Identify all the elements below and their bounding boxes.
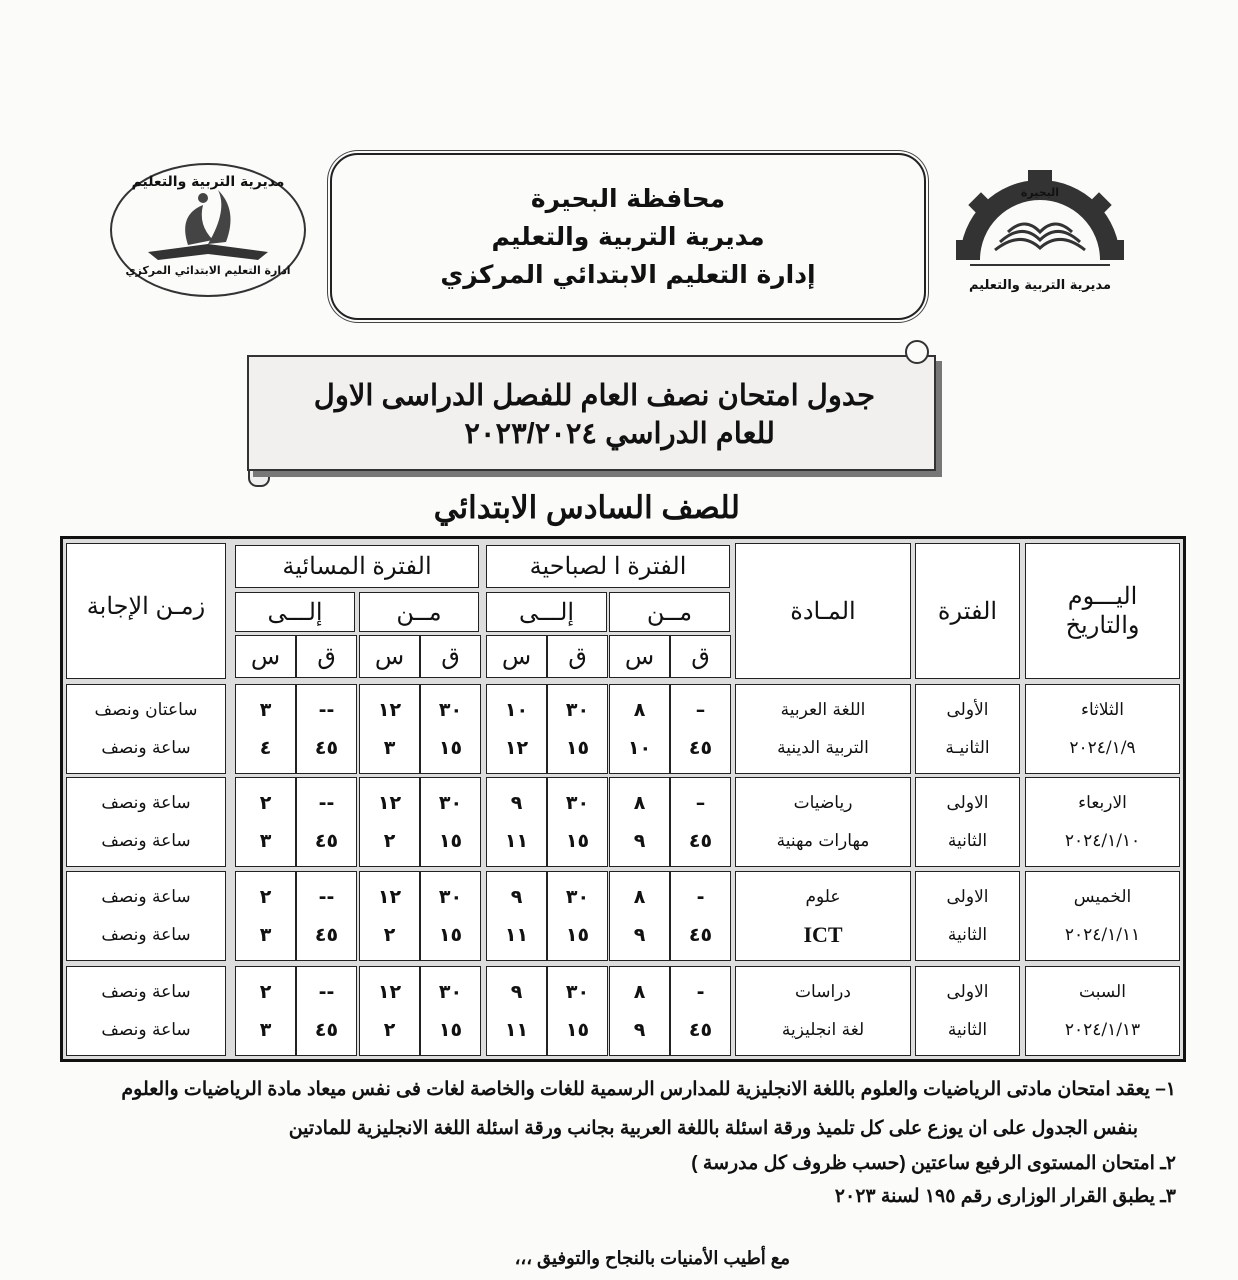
note-3: ٣ـ يطبق القرار الوزارى رقم ١٩٥ لسنة ٢٠٢٣ xyxy=(834,1186,1176,1207)
row-3-e-to-min-line-2: ٤٥ xyxy=(314,924,339,946)
row-4-m-from-hr xyxy=(609,966,670,1056)
row-3-duration-line-1: ساعة ونصف xyxy=(101,887,191,907)
row-4-period-line-1: الاولى xyxy=(946,982,989,1002)
row-2-m-to-min-line-2: ١٥ xyxy=(565,830,590,852)
header-evening: الفترة المسائية xyxy=(235,545,479,588)
row-2-subject-line-2: مهارات مهنية xyxy=(776,831,870,851)
header-day-date-line-2: والتاريخ xyxy=(1065,612,1140,639)
administration-name: إدارة التعليم الابتدائي المركزي xyxy=(440,259,816,289)
row-2-period-line-1: الاولى xyxy=(946,793,989,813)
row-4-m-to-hr xyxy=(486,966,547,1056)
row-2-subject-line-1: رياضيات xyxy=(793,793,853,813)
row-2-m-from-min-line-2: ٤٥ xyxy=(688,830,713,852)
row-4-day-date-line-2: ٢٠٢٤/١/١٣ xyxy=(1064,1020,1141,1040)
header-evening-minute: ق xyxy=(296,635,357,678)
row-4-e-to-min xyxy=(296,966,357,1056)
logo-left-bottom-text: ادارة التعليم الابتدائي المركزي xyxy=(125,264,291,277)
header-period: الفترة xyxy=(915,543,1020,679)
row-2-e-from-hr xyxy=(359,777,420,867)
row-3-e-from-hr-line-2: ٢ xyxy=(383,924,396,946)
row-1-subject-line-1: اللغة العربية xyxy=(780,700,866,720)
row-3-m-to-hr-line-2: ١١ xyxy=(504,924,529,946)
row-2-e-from-hr-line-2: ٢ xyxy=(383,830,396,852)
row-4-m-from-min-line-1: - xyxy=(696,981,705,1003)
row-4-period-line-2: الثانية xyxy=(947,1020,988,1040)
row-1-m-from-min xyxy=(670,684,731,774)
row-4-day-date-line-1: السبت xyxy=(1079,982,1126,1002)
row-1-duration-line-2: ساعة ونصف xyxy=(101,738,191,758)
row-3-m-from-hr xyxy=(609,871,670,961)
row-4-m-to-hr-line-2: ١١ xyxy=(504,1019,529,1041)
row-2-subject xyxy=(735,777,911,867)
row-4-m-from-min-line-2: ٤٥ xyxy=(688,1019,713,1041)
row-2-m-to-hr-line-2: ١١ xyxy=(504,830,529,852)
row-2-duration-line-1: ساعة ونصف xyxy=(101,793,191,813)
header-morning-minute: ق xyxy=(547,635,608,678)
row-1-m-from-hr xyxy=(609,684,670,774)
row-2-m-from-min-line-1: – xyxy=(695,792,706,814)
row-2-day-date-line-1: الاربعاء xyxy=(1078,793,1127,813)
row-1-m-to-min-line-1: ٣٠ xyxy=(565,699,590,721)
header-morning-minute: ق xyxy=(670,635,731,678)
row-4-m-from-hr-line-1: ٨ xyxy=(633,981,646,1003)
directorate-name: مديرية التربية والتعليم xyxy=(491,221,765,251)
row-3-period-line-2: الثانية xyxy=(947,925,988,945)
row-2-e-from-min-line-2: ١٥ xyxy=(438,830,463,852)
row-1-period-line-2: الثانيـة xyxy=(945,738,990,758)
row-2-period-line-2: الثانية xyxy=(947,831,988,851)
header-duration: زمـن الإجابة xyxy=(66,543,226,679)
row-4-e-from-hr-line-1: ١٢ xyxy=(377,981,402,1003)
row-2-m-from-hr xyxy=(609,777,670,867)
header-day-date-line-1: اليـــوم xyxy=(1067,583,1138,610)
note-2: ٢ـ امتحان المستوى الرفيع ساعتين (حسب ظروف كل مدرسة ) xyxy=(691,1153,1176,1174)
row-3-e-to-hr-line-2: ٣ xyxy=(259,924,272,946)
row-1-m-to-min xyxy=(547,684,608,774)
header-morning-hour: س xyxy=(486,635,547,678)
row-3-e-to-hr-line-1: ٢ xyxy=(259,886,272,908)
row-1-e-to-min xyxy=(296,684,357,774)
header-morning-to: إلـــى xyxy=(486,592,607,632)
header-morning-from: مــن xyxy=(609,592,730,632)
row-3-m-to-min xyxy=(547,871,608,961)
row-1-duration xyxy=(66,684,226,774)
row-1-e-from-hr-line-2: ٣ xyxy=(383,737,396,759)
governorate-name: محافظة البحيرة xyxy=(530,183,726,213)
row-3-subject-line-2: ICT xyxy=(803,922,843,947)
row-3-m-to-min-line-1: ٣٠ xyxy=(565,886,590,908)
row-3-m-from-min-line-1: - xyxy=(696,886,705,908)
row-4-e-from-min-line-2: ١٥ xyxy=(438,1019,463,1041)
row-2-period xyxy=(915,777,1020,867)
row-1-e-from-hr-line-1: ١٢ xyxy=(377,699,402,721)
row-2-duration xyxy=(66,777,226,867)
row-1-period xyxy=(915,684,1020,774)
row-2-day-date xyxy=(1025,777,1180,867)
row-3-day-date xyxy=(1025,871,1180,961)
row-3-subject-line-1: علوم xyxy=(805,887,841,907)
row-3-e-from-hr xyxy=(359,871,420,961)
row-1-day-date-line-1: الثلاثاء xyxy=(1080,700,1125,720)
row-4-m-to-min-line-2: ١٥ xyxy=(565,1019,590,1041)
row-3-subject xyxy=(735,871,911,961)
row-4-e-from-min-line-1: ٣٠ xyxy=(438,981,463,1003)
logo-right-top-text: البحيرة xyxy=(1020,186,1060,199)
exam-schedule-title: جدول امتحان نصف العام للفصل الدراسى الاول xyxy=(313,380,875,412)
row-2-m-from-hr-line-1: ٨ xyxy=(633,792,646,814)
row-1-m-from-hr-line-1: ٨ xyxy=(633,699,646,721)
row-2-e-to-hr-line-2: ٣ xyxy=(259,830,272,852)
row-2-e-from-hr-line-1: ١٢ xyxy=(377,792,402,814)
row-3-m-from-min xyxy=(670,871,731,961)
row-3-day-date-line-1: الخميس xyxy=(1073,887,1132,907)
row-3-m-to-min-line-2: ١٥ xyxy=(565,924,590,946)
header-box xyxy=(330,153,926,320)
header-evening-to: إلـــى xyxy=(235,592,355,632)
row-2-m-to-hr xyxy=(486,777,547,867)
grade-title: للصف السادس الابتدائي xyxy=(433,490,740,525)
row-4-m-to-hr-line-1: ٩ xyxy=(510,981,523,1003)
header-subject: المـادة xyxy=(735,543,911,679)
row-4-m-from-hr-line-2: ٩ xyxy=(633,1019,646,1041)
row-1-m-to-hr-line-1: ١٠ xyxy=(504,699,529,721)
row-4-subject xyxy=(735,966,911,1056)
row-4-e-from-hr-line-2: ٢ xyxy=(383,1019,396,1041)
header-evening-from: مــن xyxy=(359,592,479,632)
row-4-e-to-hr xyxy=(235,966,296,1056)
academic-year: للعام الدراسي ٢٠٢٣/٢٠٢٤ xyxy=(464,418,775,450)
header-evening-hour: س xyxy=(235,635,296,678)
row-2-m-from-hr-line-2: ٩ xyxy=(633,830,646,852)
row-1-e-to-hr xyxy=(235,684,296,774)
row-2-e-to-hr xyxy=(235,777,296,867)
row-4-duration-line-1: ساعة ونصف xyxy=(101,982,191,1002)
row-2-m-to-min-line-1: ٣٠ xyxy=(565,792,590,814)
row-3-period-line-1: الاولى xyxy=(946,887,989,907)
row-2-e-to-min xyxy=(296,777,357,867)
header-morning: الفترة ا لصباحية xyxy=(486,545,730,588)
row-2-e-from-min xyxy=(420,777,481,867)
row-3-e-from-hr-line-1: ١٢ xyxy=(377,886,402,908)
header-morning-hour: س xyxy=(609,635,670,678)
row-2-e-to-hr-line-1: ٢ xyxy=(259,792,272,814)
row-4-e-to-min-line-1: -- xyxy=(318,981,335,1003)
row-1-e-to-hr-line-1: ٣ xyxy=(259,699,272,721)
row-3-e-from-min xyxy=(420,871,481,961)
logo-left-top-text: مديرية التربية والتعليم xyxy=(131,174,285,190)
header-evening-minute: ق xyxy=(420,635,481,678)
row-1-e-from-min-line-2: ١٥ xyxy=(438,737,463,759)
row-4-m-from-min xyxy=(670,966,731,1056)
row-4-e-from-min xyxy=(420,966,481,1056)
header-day-date xyxy=(1025,543,1180,679)
row-3-duration-line-2: ساعة ونصف xyxy=(101,925,191,945)
row-3-e-to-min xyxy=(296,871,357,961)
row-1-m-to-hr xyxy=(486,684,547,774)
row-1-e-from-min-line-1: ٣٠ xyxy=(438,699,463,721)
row-3-e-from-min-line-2: ١٥ xyxy=(438,924,463,946)
row-1-m-to-min-line-2: ١٥ xyxy=(565,737,590,759)
row-2-m-from-min xyxy=(670,777,731,867)
row-3-m-from-min-line-2: ٤٥ xyxy=(688,924,713,946)
row-3-e-from-min-line-1: ٣٠ xyxy=(438,886,463,908)
row-1-day-date-line-2: ٢٠٢٤/١/٩ xyxy=(1069,738,1136,758)
row-1-m-from-hr-line-2: ١٠ xyxy=(627,737,652,759)
row-1-m-to-hr-line-2: ١٢ xyxy=(504,737,529,759)
row-3-m-from-hr-line-1: ٨ xyxy=(633,886,646,908)
row-4-day-date xyxy=(1025,966,1180,1056)
row-2-day-date-line-2: ٢٠٢٤/١/١٠ xyxy=(1064,831,1141,851)
row-1-duration-line-1: ساعتان ونصف xyxy=(94,700,198,720)
row-3-duration xyxy=(66,871,226,961)
row-1-e-from-min xyxy=(420,684,481,774)
closing-wishes: مع أطيب الأمنيات بالنجاح والتوفيق ،،، xyxy=(514,1248,790,1268)
row-4-m-to-min-line-1: ٣٠ xyxy=(565,981,590,1003)
row-2-duration-line-2: ساعة ونصف xyxy=(101,831,191,851)
row-4-subject-line-2: لغة انجليزية xyxy=(781,1020,865,1040)
gear-book-logo-icon xyxy=(950,160,1130,270)
note-1-line-2: بنفس الجدول على ان يوزع على كل تلميذ ورقة اسئلة باللغة العربية بجانب ورقة اسئلة اللغة الانجليزية للمادتين xyxy=(288,1118,1138,1139)
row-1-subject xyxy=(735,684,911,774)
note-1-line-1: ١– يعقد امتحان مادتى الرياضيات والعلوم باللغة الانجليزية للمدارس الرسمية للغات والخاصة لغات فى نفس ميعاد مادة الرياضيات والعلوم xyxy=(121,1079,1176,1100)
row-1-period-line-1: الأولى xyxy=(946,700,989,720)
row-1-e-from-hr xyxy=(359,684,420,774)
row-4-subject-line-1: دراسات xyxy=(795,982,851,1002)
row-1-e-to-min-line-2: ٤٥ xyxy=(314,737,339,759)
logo-right-caption: مديرية التربية والتعليم xyxy=(968,278,1112,293)
row-3-m-from-hr-line-2: ٩ xyxy=(633,924,646,946)
row-4-period xyxy=(915,966,1020,1056)
row-3-m-to-hr xyxy=(486,871,547,961)
row-4-e-to-min-line-2: ٤٥ xyxy=(314,1019,339,1041)
directorate-logo-right xyxy=(950,160,1130,300)
row-2-e-to-min-line-1: -- xyxy=(318,792,335,814)
row-2-e-to-min-line-2: ٤٥ xyxy=(314,830,339,852)
row-3-e-to-min-line-1: -- xyxy=(318,886,335,908)
header-evening-hour: س xyxy=(359,635,420,678)
row-1-day-date xyxy=(1025,684,1180,774)
row-1-e-to-min-line-1: -- xyxy=(318,699,335,721)
row-2-m-to-min xyxy=(547,777,608,867)
row-3-period xyxy=(915,871,1020,961)
row-4-e-to-hr-line-1: ٢ xyxy=(259,981,272,1003)
administration-logo-left xyxy=(108,160,308,300)
row-4-duration xyxy=(66,966,226,1056)
scroll-curl-right xyxy=(905,340,929,364)
row-1-m-from-min-line-2: ٤٥ xyxy=(688,737,713,759)
title-scroll-banner xyxy=(247,355,936,471)
row-1-subject-line-2: التربية الدينية xyxy=(777,738,869,758)
row-2-e-from-min-line-1: ٣٠ xyxy=(438,792,463,814)
row-4-duration-line-2: ساعة ونصف xyxy=(101,1020,191,1040)
row-1-m-from-min-line-1: – xyxy=(695,699,706,721)
row-3-m-to-hr-line-1: ٩ xyxy=(510,886,523,908)
row-4-m-to-min xyxy=(547,966,608,1056)
row-1-e-to-hr-line-2: ٤ xyxy=(259,737,272,759)
row-3-day-date-line-2: ٢٠٢٤/١/١١ xyxy=(1064,925,1141,945)
row-3-e-to-hr xyxy=(235,871,296,961)
row-4-e-from-hr xyxy=(359,966,420,1056)
row-2-m-to-hr-line-1: ٩ xyxy=(510,792,523,814)
row-4-e-to-hr-line-2: ٣ xyxy=(259,1019,272,1041)
